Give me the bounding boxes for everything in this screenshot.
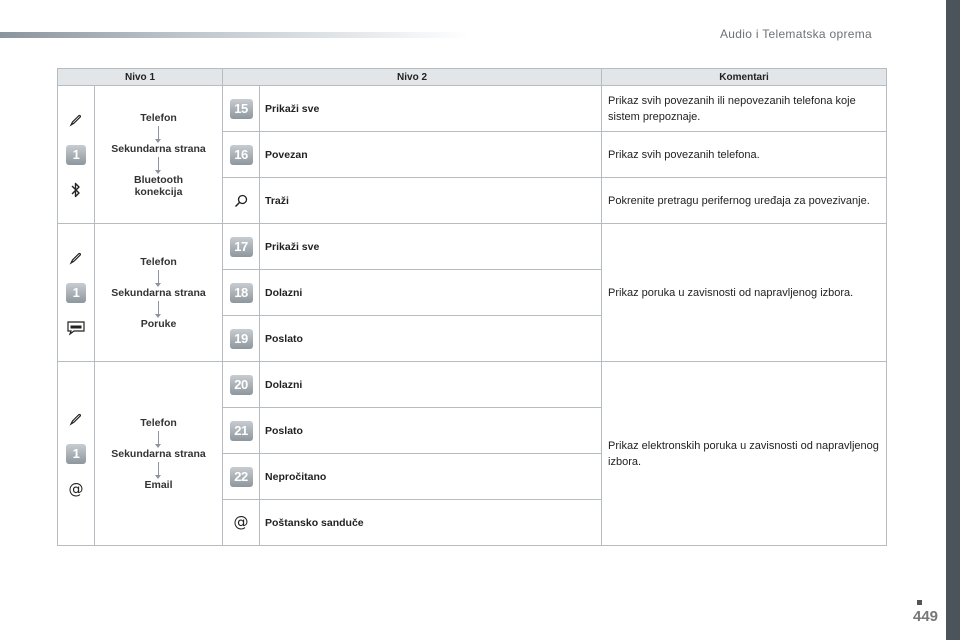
menu-badge-16: 16: [230, 145, 253, 165]
nav-sekundarna-strana: Sekundarna strana: [111, 286, 206, 299]
nav-arrow: [158, 270, 159, 284]
section-title: Audio i Telematska oprema: [720, 27, 873, 41]
menu-badge-1: 1: [66, 145, 86, 165]
menu-badge-15: 15: [230, 99, 253, 119]
badge-cell: [223, 270, 260, 316]
sms-icon: [65, 317, 87, 339]
option-prikazi-sve: Prikaži sve: [260, 86, 602, 132]
search-icon: [230, 190, 252, 212]
menu-badge-19: 19: [230, 329, 253, 349]
option-dolazni: Dolazni: [260, 270, 602, 316]
option-trazi: Traži: [260, 178, 602, 224]
menu-badge-22: 22: [230, 467, 253, 487]
menu-badge-18: 18: [230, 283, 253, 303]
nav-telefon: Telefon: [140, 111, 177, 124]
at-icon: [65, 478, 87, 500]
option-poslato: Poslato: [260, 316, 602, 362]
menu-badge-20: 20: [230, 375, 253, 395]
table-header-row: [58, 69, 887, 86]
phone-icon: [65, 247, 87, 269]
page-number: 449: [913, 608, 939, 625]
nav-arrow: [158, 301, 159, 315]
nav-sekundarna-strana: Sekundarna strana: [111, 447, 206, 460]
option-neprocitano: Nepročitano: [260, 454, 602, 500]
header-gradient-bar: [0, 32, 470, 38]
nav-bluetooth-konekcija: Bluetooth konekcija: [134, 173, 183, 198]
group2-icons: [58, 224, 95, 362]
side-edge-bar: [946, 0, 960, 640]
option-dolazni: Dolazni: [260, 362, 602, 408]
group1-icons: [58, 86, 95, 224]
option-povezan: Povezan: [260, 132, 602, 178]
table-row: [58, 362, 887, 408]
badge-cell: [223, 362, 260, 408]
comment-cell: Prikaz svih povezanih ili nepovezanih telefona koje sistem prepoznaje.: [602, 86, 887, 132]
nav-telefon: Telefon: [140, 255, 177, 268]
nav-telefon: Telefon: [140, 416, 177, 429]
group1-nav: [95, 86, 223, 224]
badge-cell: [223, 316, 260, 362]
comment-cell: Pokrenite pretragu perifernog uređaja za povezivanje.: [602, 178, 887, 224]
option-poslato: Poslato: [260, 408, 602, 454]
nav-arrow: [158, 431, 159, 445]
bluetooth-icon: [65, 179, 87, 201]
page-marker: [917, 600, 922, 605]
nav-poruke: Poruke: [140, 317, 177, 330]
badge-cell: [223, 454, 260, 500]
menu-badge-21: 21: [230, 421, 253, 441]
menu-table: [57, 68, 887, 546]
group2-nav: [95, 224, 223, 362]
header-komentari: Komentari: [602, 69, 887, 86]
group3-nav: [95, 362, 223, 546]
phone-icon: [65, 109, 87, 131]
nav-arrow: [158, 462, 159, 476]
at-symbol: @: [68, 479, 84, 498]
menu-badge-1: 1: [66, 283, 86, 303]
at-icon: @: [233, 513, 249, 531]
badge-cell: [223, 132, 260, 178]
table-row: [58, 224, 887, 270]
badge-cell: [223, 408, 260, 454]
header-nivo1: Nivo 1: [58, 69, 223, 86]
option-postansko-sanduce: Poštansko sanduče: [260, 500, 602, 546]
comment-cell: Prikaz svih povezanih telefona.: [602, 132, 887, 178]
nav-arrow: [158, 157, 159, 171]
header-nivo2: Nivo 2: [223, 69, 602, 86]
nav-sekundarna-strana: Sekundarna strana: [111, 142, 206, 155]
option-prikazi-sve: Prikaži sve: [260, 224, 602, 270]
icon-cell: [223, 500, 260, 546]
nav-arrow: [158, 126, 159, 140]
comment-cell: Prikaz poruka u zavisnosti od napravljenog izbora.: [602, 224, 887, 362]
badge-cell: [223, 86, 260, 132]
menu-badge-17: 17: [230, 237, 253, 257]
table-row: [58, 86, 887, 132]
group3-icons: [58, 362, 95, 546]
menu-badge-1: 1: [66, 444, 86, 464]
nav-email: Email: [144, 478, 173, 491]
comment-cell: Prikaz elektronskih poruka u zavisnosti od napravljenog izbora.: [602, 362, 887, 546]
badge-cell: [223, 224, 260, 270]
phone-icon: [65, 408, 87, 430]
icon-cell: [223, 178, 260, 224]
